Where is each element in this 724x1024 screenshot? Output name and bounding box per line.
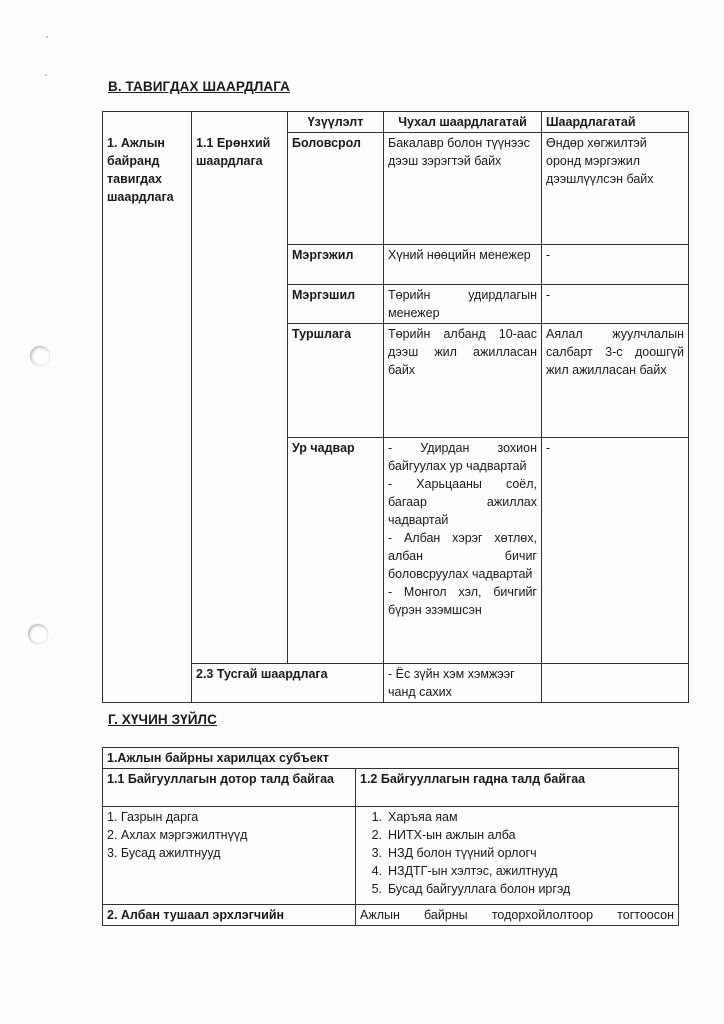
scan-speck [45,74,47,76]
factor-education: Боловсрол [288,133,384,245]
list-item: 1. Харъяа яам [371,810,458,824]
list-item: 2. Ахлах мэргэжилтнүүд [107,828,248,842]
group-cell: 1. Ажлын байранд тавигдах шаардлага [103,112,192,703]
special-requirement-label: 2.3 Тусгай шаардлага [192,664,384,703]
list-item: 3. Бусад ажилтнууд [107,846,221,860]
factors-table [102,747,679,926]
requirements-table [102,111,689,703]
list-item: 2. НИТХ-ын ажлын алба [371,828,516,842]
factor-experience: Туршлага [288,324,384,438]
list-item: 1. Газрын дарга [107,810,199,824]
section-g-title: Г. ХҮЧИН ЗҮЙЛС [108,712,217,727]
special-requirement-essential: - Ёс зүйн хэм хэмжээг чанд сахих [384,664,542,703]
required-education: Өндөр хөгжилтэй оронд мэргэжил дээшлүүлсэн байх [542,133,689,245]
required-experience: Аялал жуулчлалын салбарт 3-с доошгүй жил ажилласан байх [542,324,689,438]
outside-header: 1.2 Байгууллагын гадна талд байгаа [356,769,679,807]
required-profession: - [542,245,689,285]
list-item: 5. Бусад байгууллага болон иргэд [371,882,571,896]
required-qualification: - [542,285,689,324]
inside-header: 1.1 Байгууллагын дотор талд байгаа [103,769,356,807]
subject-header: 1.Ажлын байрны харилцах субъект [103,748,679,769]
special-requirement-required [542,664,689,703]
punch-hole-top [30,346,50,366]
inside-list [103,807,356,905]
col-header-required: Шаардлагатай [542,112,689,133]
factor-profession: Мэргэжил [288,245,384,285]
authority-label: 2. Албан тушаал эрхлэгчийн [103,905,356,926]
scan-speck [46,36,48,38]
skill-item: - Харьцааны соёл, багаар ажиллах чадвартай [388,477,537,527]
outside-list [356,807,679,905]
subgroup-cell: 1.1 Ерөнхий шаардлага [192,112,288,664]
factor-skills: Ур чадвар [288,438,384,664]
col-header-factor: Үзүүлэлт [288,112,384,133]
essential-skills [384,438,542,664]
col-header-essential: Чухал шаардлагатай [384,112,542,133]
skill-item: - Монгол хэл, бичгийг бүрэн эзэмшсэн [388,585,537,617]
list-item: 3. НЗД болон түүний орлогч [371,846,537,860]
skill-item: - Удирдан зохион байгуулах ур чадвартай [388,441,537,473]
section-b-title: В. ТАВИГДАХ ШААРДЛАГА [108,79,290,94]
list-item: 4. НЗДТГ-ын хэлтэс, ажилтнууд [371,864,558,878]
authority-value: Ажлын байрны тодорхойлолтоор тогтоосон [356,905,679,926]
essential-experience: Төрийн албанд 10-аас дээш жил ажилласан байх [384,324,542,438]
essential-education: Бакалавр болон түүнээс дээш зэрэгтэй байх [384,133,542,245]
essential-profession: Хүний нөөцийн менежер [384,245,542,285]
essential-qualification: Төрийн удирдлагын менежер [384,285,542,324]
factor-qualification: Мэргэшил [288,285,384,324]
skill-item: - Албан хэрэг хөтлөх, албан бичиг боловсруулах чадвартай [388,531,537,581]
punch-hole-bottom [28,624,48,644]
required-skills: - [542,438,689,664]
